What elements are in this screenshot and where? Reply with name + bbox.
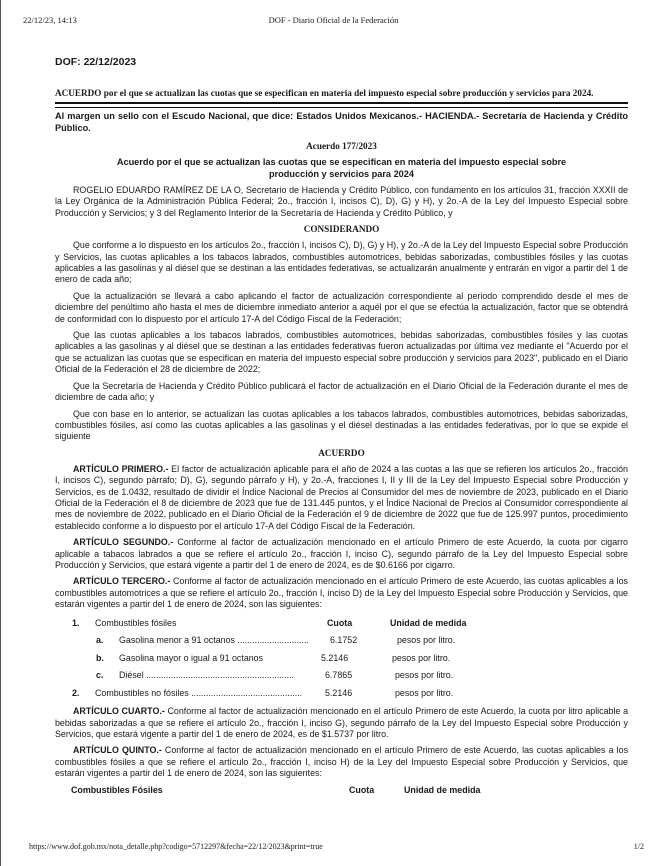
articulo-cuarto — [55, 706, 628, 740]
row-label: Combustibles fósiles — [95, 617, 177, 628]
table-row — [55, 651, 628, 669]
dof-date: DOF: 22/12/2023 — [55, 56, 137, 68]
articulo-segundo — [55, 537, 628, 571]
subtitle-line-1: Acuerdo por el que se actualizan las cuotas que se especifican en materia del impuesto especial sobre — [116, 157, 567, 167]
row-letter: b. — [96, 652, 104, 663]
row-cuota: 6.1752 — [330, 635, 358, 646]
article-label: ARTÍCULO PRIMERO.- — [73, 463, 169, 474]
row-label: Gasolina mayor o igual a 91 octanos — [119, 652, 264, 663]
article-label: ARTÍCULO CUARTO.- — [73, 706, 165, 717]
acuerdo-heading: ACUERDO — [318, 447, 365, 458]
row-label: Combustibles no fósiles ............................................. — [95, 687, 303, 698]
table-row — [55, 668, 628, 686]
row-unidad: pesos por litro. — [395, 687, 454, 698]
margin-note: Al margen un sello con el Escudo Nacional, que dice: Estados Unidos Mexicanos.- HACIENDA.- Secretaría de Hacienda y Crédito Público. — [55, 111, 628, 133]
intro-paragraph: ROGELIO EDUARDO RAMÍREZ DE LA O, Secretario de Hacienda y Crédito Público, con fundamento en los artículos 31, fracción XXXII de la Ley Orgánica de la Administración Pública Federal; 2o., fracción I, incisos C), D), G) y H), y 2o.-A de la Ley del Impuesto Especial sobre Producción y Servicios; y 3 del Reglamento Interior de la Secretaría de Hacienda y Crédito Público, y — [55, 185, 628, 218]
row-unidad: pesos por litro. — [395, 670, 454, 681]
print-page-number: 1/2 — [633, 842, 644, 851]
article-text: Conforme al factor de actualización mencionado en el artículo Primero de este Acuerdo, las cuotas aplicables a los combustibles fósiles a que se refiere el artículo 2o., fracción I, inciso H) de la Ley del Impuesto Especial sobre Producción y Servicios, que estarán vigentes a partir del 1 de enero de 2024, son las siguientes: — [55, 745, 629, 779]
article-text: Conforme al factor de actualización mencionado en el artículo Primero de este Acuerdo, la cuota por cigarro aplicable a tabacos labrados a que se refiere el artículo 2o., fracción I, inciso C), segundo párrafo de la Ley del Impuesto Especial sobre Producción y Servicios, que estará vigente a partir del 1 de enero de 2024, es de $0.6166 por cigarro. — [55, 537, 628, 570]
row-unidad: pesos por litro. — [392, 652, 451, 663]
subtitle-line-2: producción y servicios para 2024 — [268, 168, 415, 179]
column-header-unidad: Unidad de medida — [390, 617, 467, 628]
row-label: Diésel ............................................................ — [119, 670, 295, 681]
article-label: ARTÍCULO QUINTO.- — [73, 745, 162, 756]
considerando-paragraph: Que la Secretaría de Hacienda y Crédito Público publicará el factor de actualización en el Diario Oficial de la Federación durante el mes de diciembre de cada año; y — [55, 380, 628, 403]
column-header-combustibles: Combustibles Fósiles — [71, 784, 163, 795]
row-cuota: 5.2146 — [325, 687, 353, 698]
column-header-cuota: Cuota — [349, 784, 375, 795]
row-number: 1. — [72, 617, 80, 628]
row-label: Gasolina menor a 91 octanos ............................. — [119, 635, 309, 646]
articulo-tercero — [55, 576, 628, 610]
considerando-paragraph: Que conforme a lo dispuesto en los artículos 2o., fracción I, incisos C), D), G) y H), y 2o.-A de la Ley del Impuesto Especial sobre Producción y Servicios, las cuotas aplicables a los tabacos labrados, combustibles automotrices, bebidas saborizadas, combustibles fósiles y las cuotas aplicables a las gasolinas y al diésel que se destinan a las entidades federativas, se actualizarán anualmente y entrarán en vigor a partir del 1 de enero de cada año; — [55, 240, 628, 285]
considerando-heading: CONSIDERANDO — [303, 224, 380, 235]
table-header-row — [55, 616, 628, 634]
row-cuota: 5.2146 — [321, 652, 349, 663]
table-row — [55, 686, 628, 704]
column-header-cuota: Cuota — [327, 617, 353, 628]
cuotas-table-tercero — [55, 616, 628, 704]
agreement-number: Acuerdo 177/2023 — [306, 141, 377, 151]
row-letter: a. — [96, 635, 104, 646]
cuotas-table-quinto-header — [55, 785, 628, 799]
article-text: Conforme al factor de actualización mencionado en el artículo Primero de este Acuerdo, la cuota por litro aplicable a bebidas saborizadas a que se refiere el artículo 2o., fracción I, inciso G), segundo párrafo de la Ley del Impuesto Especial sobre Producción y Servicios, que estará vigente a partir del 1 de enero de 2024, es de $1.5737 por litro. — [55, 706, 628, 739]
document-body — [55, 56, 628, 799]
print-footer-url: https://www.dof.gob.mx/nota_detalle.php?codigo=5712297&fecha=22/12/2023&print=true — [29, 842, 323, 851]
table-row — [55, 633, 628, 651]
article-text: El factor de actualización aplicable para el año de 2024 a las cuotas a las que se refieren los artículos 2o., fracción I, incisos C), segundo párrafo; D), G), segundo párrafo y H), y 2o.-A, fracciones I, II y III de la Ley del Impuesto Especial sobre Producción y Servicios, es de 1.0432, resultado de dividir el Índice Nacional de Precios al Consumidor del mes de noviembre de 2023, publicado en el Diario Oficial de la Federación el 8 de diciembre de 2023 que fue de 131.445 puntos, y el Índice Nacional de Precios al Consumidor correspondiente al mes de noviembre de 2022, publicado en el Diario Oficial de la Federación el 9 de diciembre de 2022 que fue de 125.997 puntos, procedimiento establecido conforme a lo dispuesto por el artículo 17-A del Código Fiscal de la Federación. — [55, 463, 628, 531]
row-cuota: 6.7865 — [325, 670, 353, 681]
print-page-title: DOF - Diario Oficial de la Federación — [268, 15, 399, 25]
article-text: Conforme al factor de actualización mencionado en el artículo Primero de este Acuerdo, las cuotas aplicables a los combustibles automotrices a que se refiere el artículo 2o., fracción I, inciso D) de la Ley del Impuesto Especial sobre Producción y Servicios, que estarán vigentes a partir del 1 de enero de 2024, son las siguientes: — [55, 576, 628, 610]
row-number: 2. — [72, 687, 80, 698]
considerando-paragraph: Que las cuotas aplicables a los tabacos labrados, combustibles automotrices, bebidas saborizadas, combustibles fósiles y las cuotas aplicables a las gasolinas y al diésel que se destinan a las entidades federativas fueron actualizadas por última vez mediante el "Acuerdo por el que se actualizan las cuotas que se especifican en materia del impuesto especial sobre producción y servicios para 2023", publicado en el Diario Oficial de la Federación el 28 de diciembre de 2022; — [55, 330, 628, 375]
row-unidad: pesos por litro. — [397, 635, 456, 646]
column-header-unidad: Unidad de medida — [404, 784, 481, 795]
print-datetime: 22/12/23, 14:13 — [23, 15, 77, 25]
document-title: ACUERDO por el que se actualizan las cuotas que se especifican en materia del impuesto especial sobre producción y servicios para 2024. — [55, 88, 628, 104]
agreement-subtitle — [55, 157, 628, 180]
articulo-primero — [55, 464, 628, 532]
considerando-paragraph: Que con base en lo anterior, se actualizan las cuotas aplicables a los tabacos labrados, combustibles automotrices, bebidas saborizadas, combustibles fósiles, así como las cuotas aplicables a las gasolinas y el diésel destinadas a las entidades federativas, por lo que se expide el siguiente — [55, 408, 628, 442]
title-divider — [55, 107, 628, 108]
article-label: ARTÍCULO SEGUNDO.- — [73, 537, 174, 548]
article-label: ARTÍCULO TERCERO.- — [73, 576, 171, 587]
articulo-quinto — [55, 745, 628, 779]
row-letter: c. — [96, 670, 104, 681]
considerando-paragraph: Que la actualización se llevará a cabo aplicando el factor de actualización correspondiente al periodo comprendido desde el mes de diciembre del penúltimo año hasta el mes de diciembre inmediato anterior a aquél por el que se efectúa la actualización, factor que se obtendrá de conformidad con lo dispuesto por el artículo 17-A del Código Fiscal de la Federación; — [55, 290, 628, 324]
